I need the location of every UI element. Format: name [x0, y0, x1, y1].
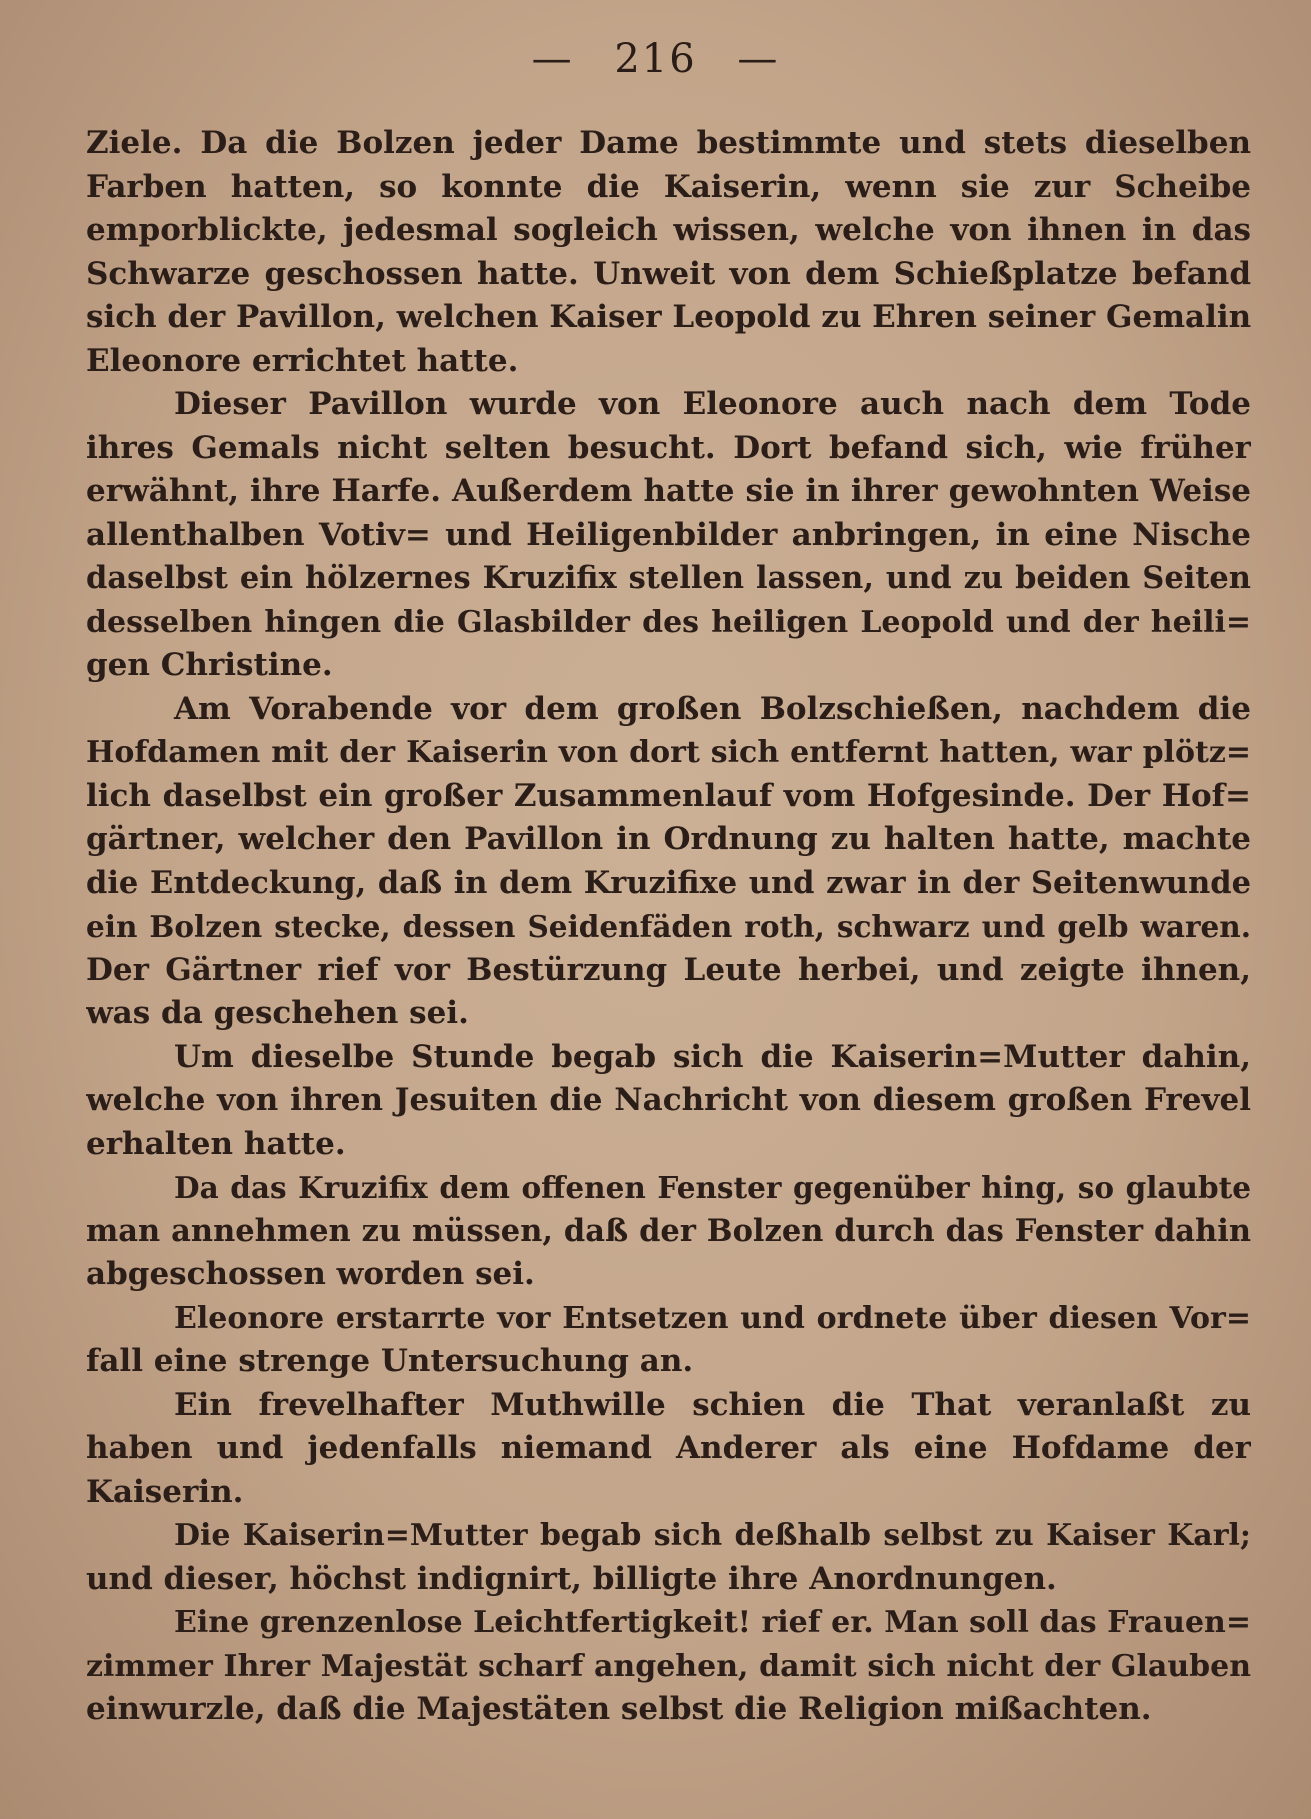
text-line: gärtner, welcher den Pavillon in Ordnung zu halten hatte, machte — [86, 821, 1251, 857]
page-number-dash-right: — — [737, 36, 780, 82]
text-line: die Entdeckung, daß in dem Kruzifixe und zwar in der Seitenwunde — [86, 864, 1251, 901]
text-line: Eleonore errichtet hatte. — [86, 342, 519, 379]
text-line: Der Gärtner rief vor Bestürzung Leute herbei, und zeigte ihnen, — [86, 951, 1251, 988]
text-line: gen Christine. — [86, 647, 333, 683]
text-line: daselbst ein hölzernes Kruzifix stellen lassen, und zu beiden Seiten — [86, 560, 1251, 596]
text-line: Eleonore erstarrte vor Entsetzen und ordnete über diesen Vor= — [174, 1300, 1251, 1336]
text-line: Die Kaiserin=Mutter begab sich deßhalb selbst zu Kaiser Karl; — [174, 1518, 1251, 1553]
text-line: Kaiserin. — [86, 1473, 244, 1510]
text-line: Ziele. Da die Bolzen jeder Dame bestimmte und stets dieselben — [86, 125, 1251, 161]
text-line: haben und jedenfalls niemand Anderer als eine Hofdame der — [86, 1430, 1251, 1466]
text-line: Hofdamen mit der Kaiserin von dort sich entfernt hatten, war plötz= — [86, 735, 1251, 770]
text-line: emporblickte, jedesmal sogleich wissen, welche von ihnen in das — [86, 212, 1251, 248]
text-line: fall eine strenge Untersuchung an. — [86, 1343, 694, 1379]
text-line: ein Bolzen stecke, dessen Seidenfäden roth, schwarz und gelb waren. — [86, 909, 1251, 944]
text-line: erhalten hatte. — [86, 1125, 346, 1162]
text-line: und dieser, höchst indignirt, billigte ihre Anordnungen. — [86, 1560, 1057, 1597]
text-line: Da das Kruzifix dem offenen Fenster gegenüber hing, so glaubte — [174, 1170, 1251, 1205]
text-line: Farben hatten, so konnte die Kaiserin, wenn sie zur Scheibe — [86, 168, 1251, 205]
text-line: Schwarze geschossen hatte. Unweit von dem Schießplatze befand — [86, 255, 1251, 292]
text-line: sich der Pavillon, welchen Kaiser Leopold zu Ehren seiner Gemalin — [86, 299, 1251, 335]
text-line: Ein frevelhafter Muthwille schien die That veranlaßt zu — [174, 1386, 1251, 1423]
text-line: erwähnt, ihre Harfe. Außerdem hatte sie in ihrer gewohnten Weise — [86, 473, 1251, 509]
page-number: 216 — [614, 36, 697, 82]
text-line: was da geschehen sei. — [86, 995, 469, 1031]
text-line: zimmer Ihrer Majestät scharf angehen, damit sich nicht der Glauben — [86, 1648, 1251, 1684]
page-number-dash-left: — — [531, 36, 574, 82]
body-text — [86, 122, 1251, 1732]
text-line: desselben hingen die Glasbilder des heiligen Leopold und der heili= — [86, 604, 1251, 640]
text-line: einwurzle, daß die Majestäten selbst die Religion mißachten. — [86, 1691, 1152, 1727]
text-line: Um dieselbe Stunde begab sich die Kaiserin=Mutter dahin, — [174, 1038, 1251, 1075]
text-line: man annehmen zu müssen, daß der Bolzen durch das Fenster dahin — [86, 1212, 1251, 1249]
text-line: abgeschossen worden sei. — [86, 1256, 535, 1292]
text-line: lich daselbst ein großer Zusammenlauf vom Hofgesinde. Der Hof= — [86, 777, 1251, 814]
text-line: Am Vorabende vor dem großen Bolzschießen, nachdem die — [174, 690, 1251, 727]
page-number-header — [0, 36, 1311, 82]
text-line: Eine grenzenlose Leichtfertigkeit! rief er. Man soll das Frauen= — [174, 1605, 1251, 1640]
text-line: Dieser Pavillon wurde von Eleonore auch nach dem Tode — [174, 386, 1251, 422]
text-line: ihres Gemals nicht selten besucht. Dort befand sich, wie früher — [86, 429, 1251, 466]
text-line: allenthalben Votiv= und Heiligenbilder anbringen, in eine Nische — [86, 516, 1251, 553]
text-line: welche von ihren Jesuiten die Nachricht von diesem großen Frevel — [86, 1082, 1251, 1118]
